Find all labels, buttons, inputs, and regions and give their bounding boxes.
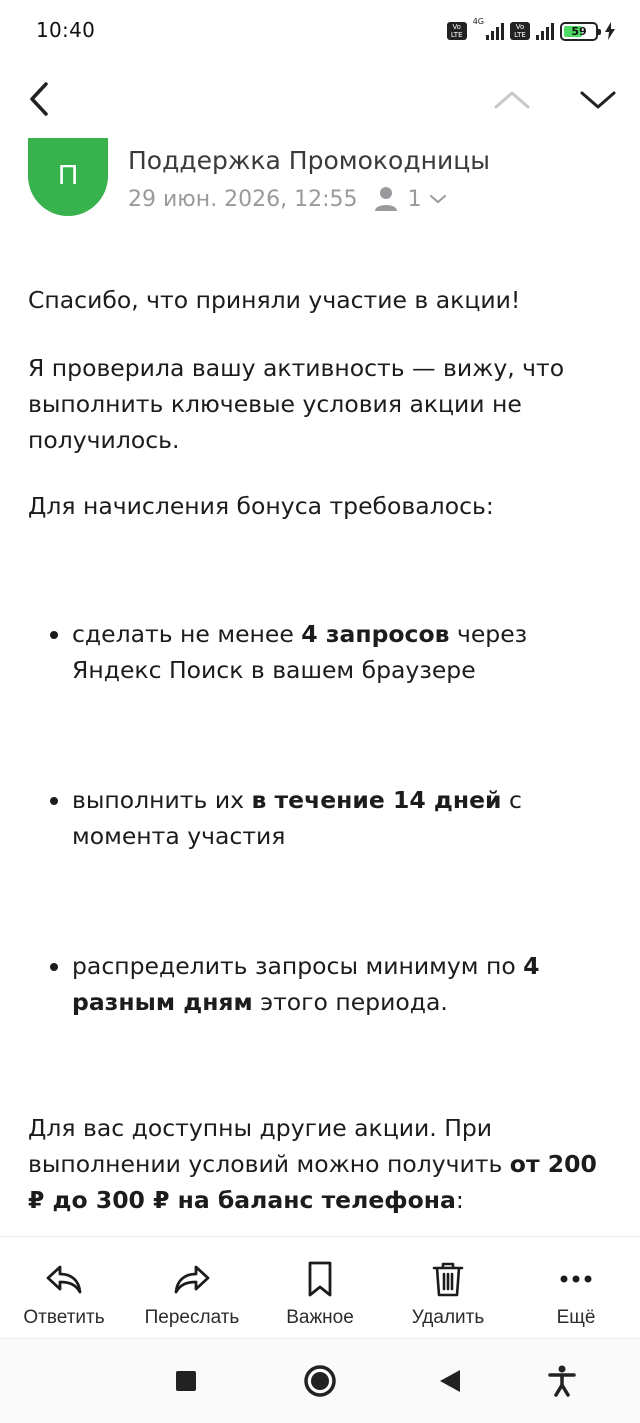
paragraph-other-promos [28,1110,618,1218]
chevron-down-icon [428,192,448,206]
accessibility-icon[interactable] [542,1361,582,1401]
more-button[interactable] [516,1259,636,1329]
sender-meta[interactable] [128,186,448,212]
more-label: Ещё [556,1307,596,1328]
recipient-person-icon [374,186,398,212]
list-item [72,782,592,854]
more-dots-icon [556,1259,596,1299]
list-item-bold: 4 разным дням [72,952,540,1016]
paragraph-requirements: Для начисления бонуса требовалось: [28,492,494,520]
important-label: Важное [286,1307,354,1328]
paragraph-text: Для вас доступны другие акции. При выполнении условий можно получить [28,1114,510,1178]
reply-icon [44,1259,84,1299]
sender-header [0,138,640,228]
list-item-bold: 4 запросов [301,620,450,648]
back-arrow-icon[interactable] [24,76,60,122]
system-navigation-bar [0,1338,640,1423]
battery-icon [560,22,598,41]
signal-icon-2 [536,22,554,40]
paragraph-bold: от 200 ₽ до 300 ₽ на баланс телефона [28,1150,597,1214]
sender-name[interactable]: Поддержка Промокодницы [128,146,490,175]
delete-label: Удалить [411,1307,485,1328]
volte-icon-2: Vo LTE [510,22,530,40]
volte-icon: Vo LTE [447,22,467,40]
list-item [72,616,592,688]
list-item-text: этого периода. [252,988,448,1016]
list-item-text: через Яндекс Поиск в вашем браузере [72,620,528,684]
reply-button[interactable] [4,1259,124,1329]
previous-message-chevron-up-icon[interactable] [492,80,532,120]
status-icons [447,18,616,44]
charging-bolt-icon [604,22,616,40]
reply-label: Ответить [23,1307,105,1328]
top-nav [0,70,640,130]
recipient-count: 1 [407,186,422,212]
recents-square-icon[interactable] [166,1361,206,1401]
forward-icon [172,1259,212,1299]
signal-icon [486,22,504,40]
message-action-bar [0,1236,640,1338]
forward-label: Переслать [144,1307,240,1328]
next-message-chevron-down-icon[interactable] [578,80,618,120]
paragraph-text: : [455,1186,464,1214]
forward-button[interactable] [132,1259,252,1329]
back-triangle-icon[interactable] [430,1361,470,1401]
paragraph-thanks: Спасибо, что приняли участие в акции! [28,286,521,314]
trash-icon [428,1259,468,1299]
important-button[interactable] [260,1259,380,1329]
list-item-text: распределить запросы минимум по [72,952,524,980]
status-time: 10:40 [36,18,96,42]
battery-level: 59 [571,24,587,38]
list-item-text: выполнить их [72,786,252,814]
home-circle-icon[interactable] [300,1361,340,1401]
list-item-text: сделать не менее [72,620,302,648]
sender-avatar[interactable]: П [28,138,108,216]
status-bar [0,0,640,62]
paragraph-activity: Я проверила вашу активность — вижу, что выполнить ключевые условия акции не получилось. [28,354,565,454]
network-type-label: 4G [472,17,484,26]
bookmark-icon [300,1259,340,1299]
message-date: 29 июн. 2026, 12:55 [128,186,358,212]
list-item-text: с момента участия [72,786,522,850]
list-item-bold: в течение 14 дней [251,786,502,814]
list-item [72,948,592,1020]
delete-button[interactable] [388,1259,508,1329]
